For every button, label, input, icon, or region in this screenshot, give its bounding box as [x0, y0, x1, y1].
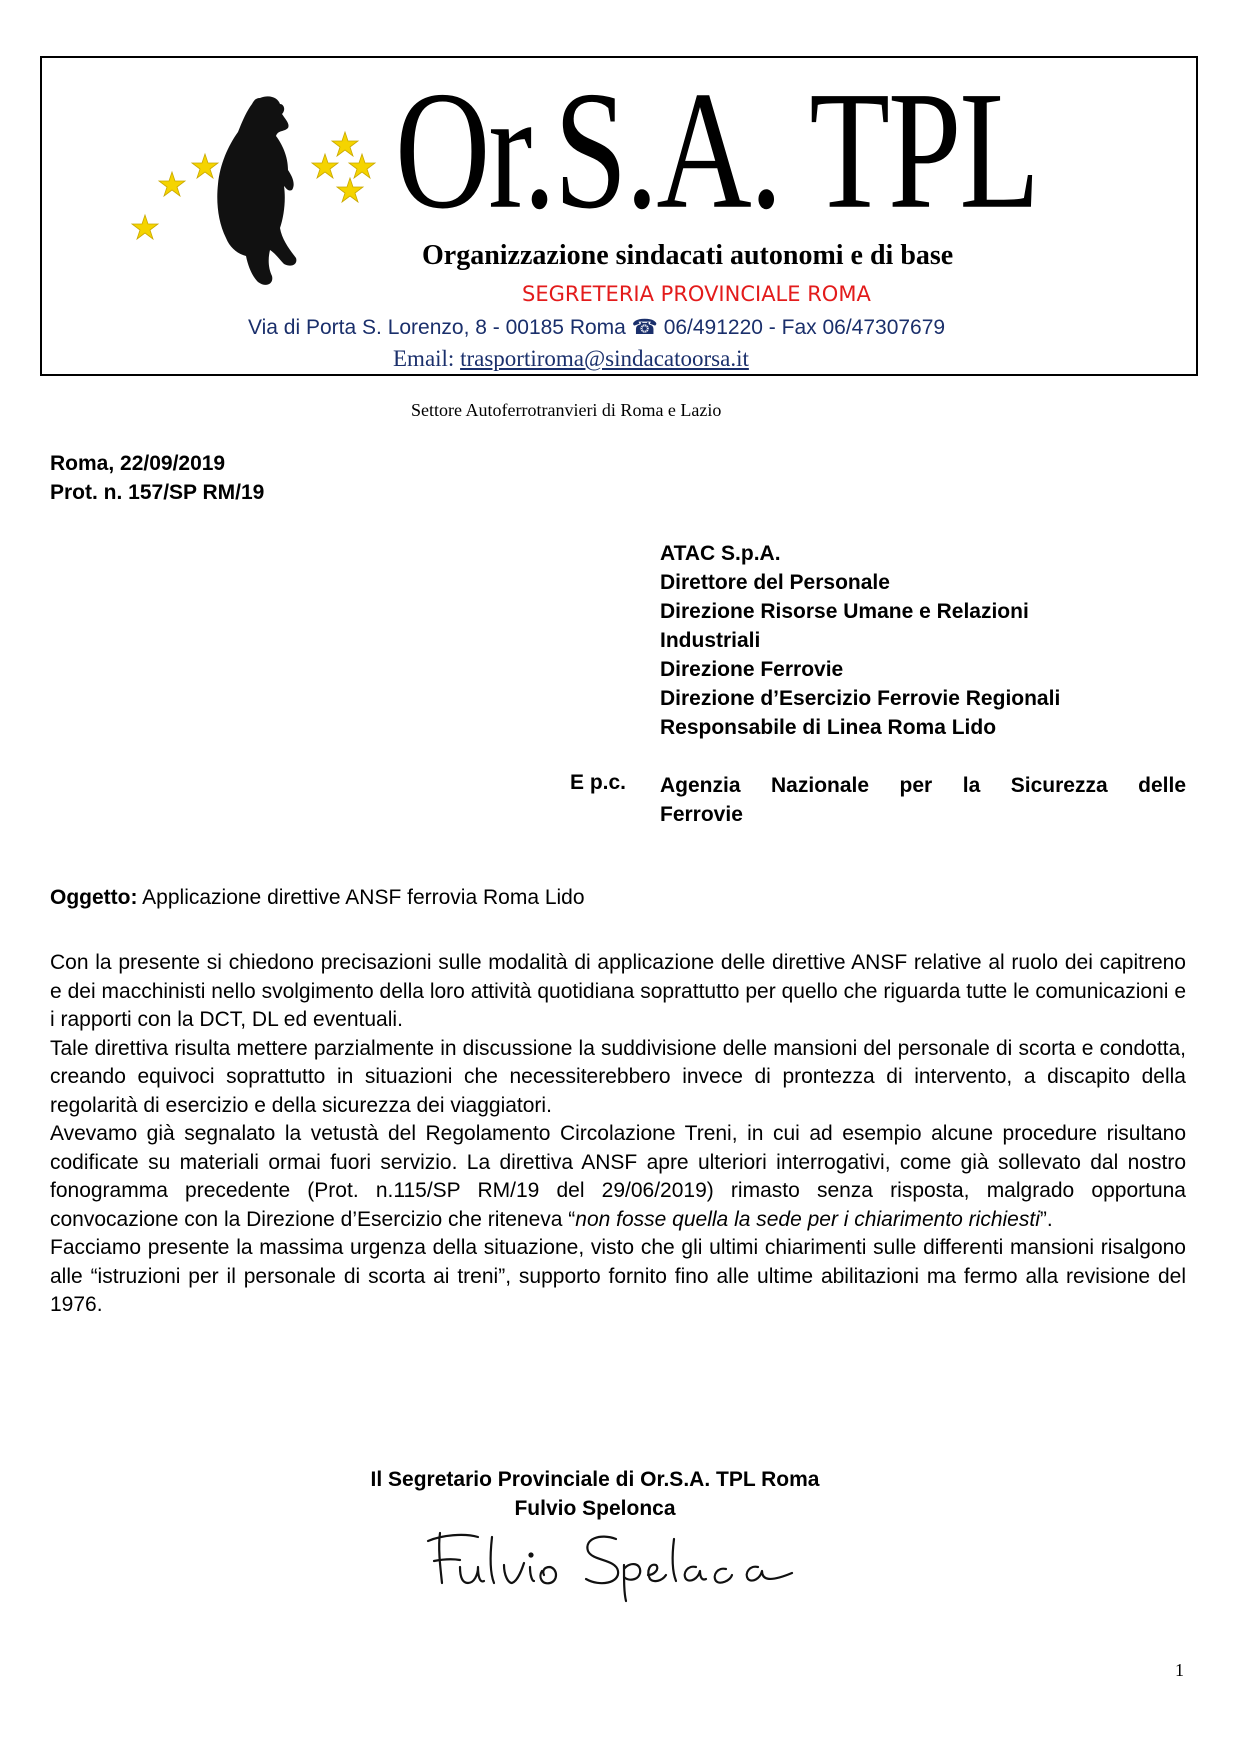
cc-recipients: [660, 771, 1186, 829]
body-text-span: ”.: [1039, 1207, 1053, 1231]
star-icon: [159, 172, 185, 196]
recipient-line: Direzione d’Esercizio Ferrovie Regionali: [660, 687, 1061, 710]
recipient-line: Direzione Risorse Umane e Relazioni: [660, 600, 1029, 623]
email-line: [393, 346, 749, 372]
protocol-number: Prot. n. 157/SP RM/19: [50, 481, 265, 504]
recipient-line: Industriali: [660, 629, 761, 652]
signatory-title: Il Segretario Provinciale di Or.S.A. TPL Roma: [370, 1468, 820, 1491]
star-icon: [337, 178, 363, 202]
body-paragraph: Tale direttiva risulta mettere parzialmente in discussione la suddivisione delle mansioni del personale di scorta e condotta, creando equivoci soprattutto in situazioni che necessiterebbero invece di prontezza di intervento, a discapito della regolarità di esercizio e della sicurezza dei viaggiatori.: [50, 1036, 1186, 1117]
body-paragraph: [50, 1120, 1186, 1234]
cc-recipient-line: Agenzia Nazionale per la Sicurezza delle: [660, 774, 1186, 797]
address-line: [248, 315, 945, 340]
logo-title: Or.S.A. TPL: [395, 55, 1039, 244]
body-text-span: Avevamo già segnalato la vetustà del Regolamento Circolazione Treni, in cui ad esempio alcune procedure risultano codificate su materiali ormai fuori servizio. La direttiva ANSF apre ulteriori interrogativi, come già sollevato dal nostro fonogramma precedente (Prot. n.115/SP RM/19 del 29/06/2019) rimasto senza risposta, malgrado opportuna convocazione con la Direzione d’Esercizio che riteneva “: [50, 1122, 1186, 1231]
cc-recipient-line: Ferrovie: [660, 803, 743, 826]
recipients-block: [660, 539, 1186, 742]
recipient-line: Direttore del Personale: [660, 571, 890, 594]
recipient-line: Responsabile di Linea Roma Lido: [660, 716, 997, 739]
email-link[interactable]: trasportiroma@sindacatoorsa.it: [460, 346, 749, 371]
sector-label: Settore Autoferrotranvieri di Roma e Lazio: [411, 400, 722, 420]
subject-label: Oggetto:: [50, 886, 138, 909]
org-name: Organizzazione sindacati autonomi e di base: [422, 240, 954, 271]
telephone-icon: ☎: [631, 316, 658, 339]
star-icon: [312, 154, 338, 178]
recipient-line: Direzione Ferrovie: [660, 658, 844, 681]
cc-label: E p.c.: [570, 771, 627, 794]
subject-line: [50, 886, 585, 910]
letter-date: Roma, 22/09/2019: [50, 452, 226, 475]
star-icon: [332, 132, 358, 156]
handwritten-signature: [420, 1525, 800, 1605]
star-icon: [132, 215, 158, 239]
bear-logo-icon: [120, 92, 400, 302]
subject-text: Applicazione direttive ANSF ferrovia Roma Lido: [137, 886, 585, 909]
body-paragraph: Facciamo presente la massima urgenza della situazione, visto che gli ultimi chiarimenti sulle differenti mansioni risalgono alle “istruzioni per il personale di scorta ai treni”, supporto fornito fino alle ultime abilitazioni ma fermo alla revisione del 1976.: [50, 1236, 1186, 1316]
star-icon: [349, 154, 375, 178]
page-number: 1: [1175, 1660, 1184, 1680]
segreteria-label: SEGRETERIA PROVINCIALE ROMA: [522, 282, 871, 306]
address-text: Via di Porta S. Lorenzo, 8 - 00185 Roma: [248, 316, 632, 339]
email-label: Email:: [393, 346, 461, 371]
recipient-line: ATAC S.p.A.: [660, 542, 781, 565]
body-quote: non fosse quella la sede per i chiarimento richiesti: [575, 1207, 1040, 1231]
letter-body: [50, 949, 1186, 1320]
phone-fax-text: 06/491220 - Fax 06/47307679: [663, 316, 946, 339]
signatory-name: Fulvio Spelonca: [514, 1497, 676, 1520]
body-paragraph: Con la presente si chiedono precisazioni sulle modalità di applicazione delle direttive ANSF relative al ruolo dei capitreno e dei macchinisti nello svolgimento della loro attività quotidiana soprattutto per quello che riguarda tutte le comunicazioni e i rapporti con la DCT, DL ed eventuali.: [50, 951, 1186, 1031]
bear-silhouette: [217, 96, 296, 284]
star-icon: [192, 154, 218, 178]
